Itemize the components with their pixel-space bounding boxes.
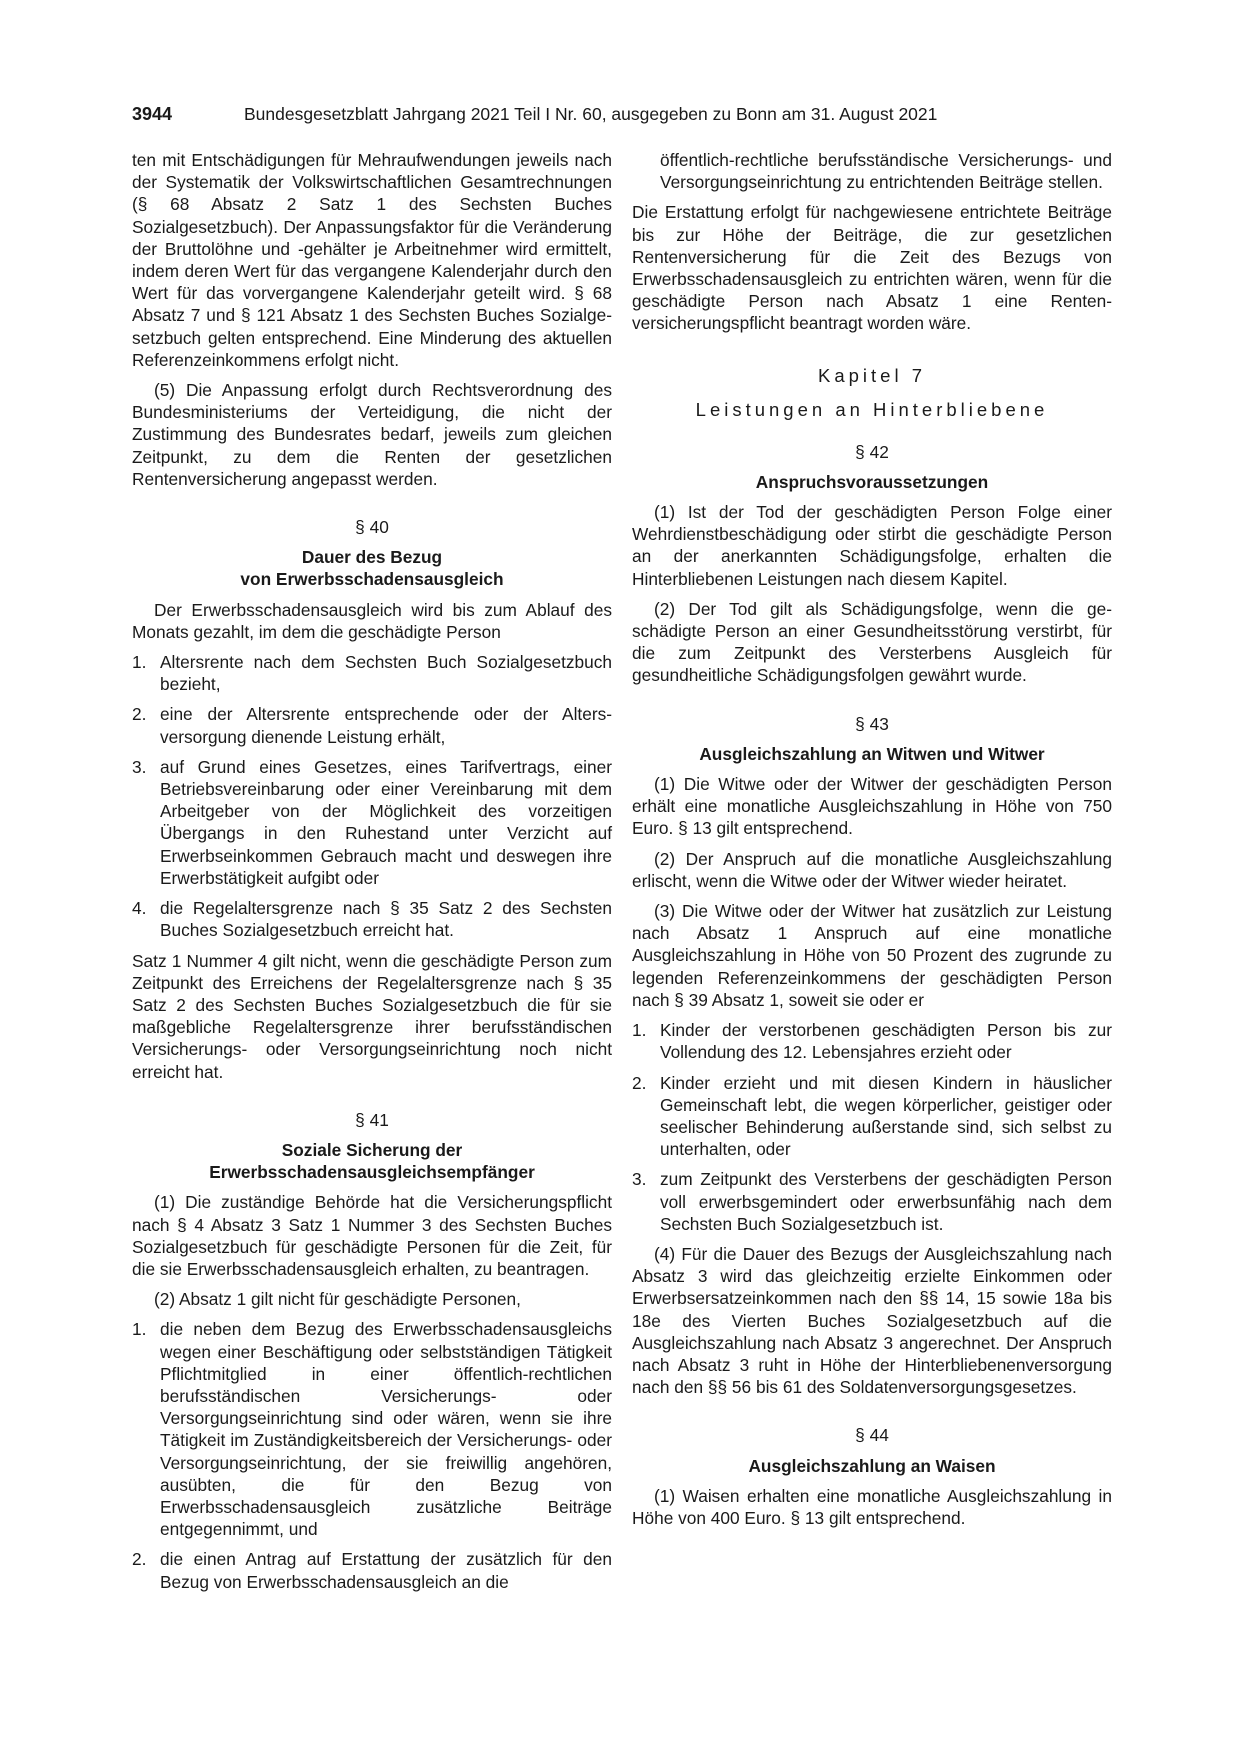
section-title [132, 1139, 612, 1183]
list-item [632, 1072, 1112, 1161]
section-number: § 43 [855, 713, 889, 734]
paragraph: Satz 1 Nummer 4 gilt nicht, wenn die geschädigte Person zum Zeitpunkt des Erreichens der Regelaltersgrenze nach § 35 Satz 2 des Sechsten Buches Sozialgesetzbuch die für sie maßgebliche Regelaltersgrenze ihrer berufsständischen Versicherungs- oder Versorgungseinrichtung noch nicht erreicht hat. [132, 950, 612, 1082]
paragraph-5: (5) Die Anpassung erfolgt durch Rechtsverordnung des Bundesministeriums der Verteidigung, die nicht der Zustimmung des Bundesrates bedarf, jeweils zum gleichen Zeitpunkt, zu dem die Renten der gesetzlichen Rentenversicherung angepasst werden. [132, 380, 612, 489]
section-title-line-1: Dauer des Bezug [301, 547, 443, 568]
section-44 [632, 1424, 1112, 1476]
paragraph-1: (1) Waisen erhalten eine monatliche Ausgleichszahlung in Höhe von 400 Euro. § 13 gilt entsprechend. [632, 1485, 1112, 1528]
paragraph-continued: ten mit Entschädigungen für Mehraufwendungen jeweils nach der Systematik der Volkswirtschaftlichen Gesamtrechnungen (§ 68 Absatz 2 Satz 1 des Sechsten Buches Sozialgesetzbuch). Der Anpassungsfaktor für die Veränderung der Bruttolöhne und -gehälter je Arbeitnehmer wird ermittelt, indem deren Wert für das vergangene Kalenderjahr durch den Wert für das vorvergangene Kalenderjahr geteilt wird. § 68 Absatz 7 und § 121 Absatz 1 des Sechsten Buches Sozialgesetzbuch gelten entsprechend. Eine Minderung des aktuellen Referenzeinkommens erfolgt nicht. [132, 150, 612, 370]
paragraph-1: (1) Die zuständige Behörde hat die Versicherungspflicht nach § 4 Absatz 3 Satz 1 Nummer 3 des Sechsten Buches Sozialgesetzbuch für geschädigte Personen für die Zeit, für die sie Erwerbsschadensausgleich erhalten, zu beantragen. [132, 1192, 612, 1279]
list-item [132, 756, 612, 889]
section-intro: Der Erwerbsschadensausgleich wird bis zum Ablauf des Monats gezahlt, im dem die geschädigte Person [132, 599, 612, 642]
paragraph-2: (2) Der Tod gilt als Schädigungsfolge, wenn die geschädigte Person an einer Gesundheitsstörung verstirbt, für die zum Zeitpunkt des Versterbens Ausgleich für gesundheitliche Schädigungsfolgen gewährt wurde. [632, 598, 1112, 686]
running-title: Bundesgesetzblatt Jahrgang 2021 Teil I Nr. 60, ausgegeben zu Bonn am 31. August 2021 [244, 104, 938, 124]
paragraph: Die Erstattung erfolgt für nachgewiesene entrichtete Beiträge bis zur Höhe der Beiträge, die zur gesetzlichen Rentenversicherung für die Zeit des Bezugs von Erwerbsschadensausgleich zu entrichten wären, wenn für die geschädigte Person nach Absatz 1 eine Rentenversicherungspflicht beantragt worden wäre. [632, 202, 1112, 334]
section-number: § 44 [855, 1425, 889, 1446]
section-title [132, 546, 612, 590]
paragraph-2: (2) Absatz 1 gilt nicht für geschädigte Personen, [154, 1289, 521, 1310]
list-number: 3. [132, 756, 147, 777]
paragraph-1: (1) Ist der Tod der geschädigten Person Folge einer Wehrdienstbeschädigung oder stirbt die geschädigte Person an der anerkannten Schädigungsfolge, erhalten die Hinterbliebenen Leistungen nach diesem Kapitel. [632, 502, 1112, 589]
section-title: Anspruchsvoraussetzungen [755, 471, 989, 492]
list-item [632, 1168, 1112, 1235]
section-title: Ausgleichszahlung an Witwen und Witwer [699, 743, 1045, 764]
numbered-list [632, 1019, 1112, 1235]
list-item [132, 1318, 612, 1540]
chapter-title: Leistungen an Hinterbliebene [695, 398, 1049, 420]
list-number: 4. [132, 898, 147, 919]
section-number: § 40 [355, 517, 389, 538]
list-text: zum Zeitpunkt des Versterbens der geschädigten Person voll erwerbsgemindert oder erwerbsunfähig nach dem Sechsten Buch Sozialgesetzbuch ist. [660, 1169, 1112, 1234]
list-text: die einen Antrag auf Erstattung der zusätzlich für den Bezug von Erwerbsschadensausgleich an die [160, 1549, 612, 1592]
section-number: § 42 [855, 441, 889, 462]
page-header [132, 101, 1112, 127]
section-42 [632, 441, 1112, 493]
section-41 [132, 1109, 612, 1184]
list-item [132, 1548, 612, 1592]
list-text: die Regelaltersgrenze nach § 35 Satz 2 des Sechsten Buches Sozialgesetzbuch erreicht hat. [160, 898, 612, 941]
section-40 [132, 516, 612, 591]
left-column [132, 149, 612, 1593]
list-text: Kinder der verstorbenen geschädigten Person bis zur Vollendung des 12. Lebensjahres erzieht oder [660, 1020, 1112, 1063]
numbered-list [132, 1318, 612, 1592]
section-number: § 41 [355, 1109, 389, 1130]
list-number: 2. [632, 1072, 647, 1093]
list-item-continued: öffentlich-rechtliche berufsständische Versicherungs- und Versorgungseinrichtung zu entrichtenden Beiträge stellen. [660, 150, 1112, 193]
section-title-line-2: von Erwerbsschadensausgleich [240, 569, 504, 590]
page-number: 3944 [132, 104, 173, 124]
list-number: 2. [132, 1549, 147, 1570]
section-title: Ausgleichszahlung an Waisen [748, 1455, 996, 1476]
list-item [132, 897, 612, 941]
paragraph-1: (1) Die Witwe oder der Witwer der geschädigten Person erhält eine monatliche Ausgleichszahlung in Höhe von 750 Euro. § 13 gilt entsprechend. [632, 774, 1112, 839]
paragraph-4: (4) Für die Dauer des Bezugs der Ausgleichszahlung nach Absatz 3 wird das gleichzeitig erzielte Einkommen oder Erwerbsersatzeinkommen nach den §§ 14, 15 sowie 18a bis 18e des Vierten Buches Sozialgesetzbuch auf die Ausgleichszahlung nach Absatz 3 angerechnet. Der Anspruch nach Absatz 3 ruht in Höhe der Hinterbliebenenversorgung nach den §§ 56 bis 61 des Soldatenversorgungsgesetzes. [632, 1243, 1112, 1398]
list-text: auf Grund eines Gesetzes, eines Tarifvertrags, einer Betriebsvereinbarung oder einer Vereinbarung mit dem Arbeitgeber von der Möglichkeit des vorzeitigen Übergangs in den Ruhestand unter Verzicht auf Erwerbseinkommen Gebrauch macht und deswegen ihre Erwerbstätigkeit aufgibt oder [160, 756, 612, 888]
section-title-line-1: Soziale Sicherung der [281, 1139, 463, 1160]
section-43 [632, 713, 1112, 765]
list-text: Altersrente nach dem Sechsten Buch Sozialgesetzbuch bezieht, [160, 652, 612, 695]
numbered-list [132, 651, 612, 941]
list-item [632, 1019, 1112, 1063]
paragraph-3: (3) Die Witwe oder der Witwer hat zusätzlich zur Leistung nach Absatz 1 Anspruch auf eine monatliche Ausgleichszahlung in Höhe von 50 Prozent des zugrunde zu legenden Referenzeinkommens der geschädigten Person nach § 39 Absatz 1, soweit sie oder er [632, 901, 1112, 1010]
list-text: Kinder erzieht und mit diesen Kindern in häuslicher Gemeinschaft lebt, die wegen körperlicher, geistiger oder seelischer Behinderung außerstande sind, sich selbst zu unterhalten, oder [660, 1072, 1112, 1160]
paragraph-2: (2) Der Anspruch auf die monatliche Ausgleichszahlung erlischt, wenn die Witwe oder der Witwer wieder heiratet. [632, 848, 1112, 891]
list-number: 1. [132, 1319, 147, 1340]
list-number: 1. [132, 652, 147, 673]
list-text: die neben dem Bezug des Erwerbsschadensausgleichs wegen einer Beschäftigung oder selbstständigen Tätigkeit Pflichtmitglied in einer öffentlich-rechtlichen berufsständischen Versicherungs- oder Versorgungseinrichtung sind oder wären, wenn sie ihre Tätigkeit im Zuständigkeitsbereich der Versicherungs- oder Versorgungseinrichtung, der sie freiwillig angehören, ausübten, die für den Bezug von Erwerbsschadensausgleich zusätzliche Beiträge entgegennimmt, und [160, 1319, 612, 1540]
list-number: 3. [632, 1169, 647, 1190]
list-text: eine der Altersrente entsprechende oder der Altersversorgung dienende Leistung erhält, [160, 704, 612, 747]
list-number: 1. [632, 1020, 647, 1041]
list-item [132, 651, 612, 695]
list-item [132, 703, 612, 747]
chapter-heading: Kapitel 7 [818, 364, 926, 386]
section-title-line-2: Erwerbsschadensausgleichsempfänger [209, 1162, 535, 1183]
list-number: 2. [132, 704, 147, 725]
right-column [632, 149, 1112, 1529]
